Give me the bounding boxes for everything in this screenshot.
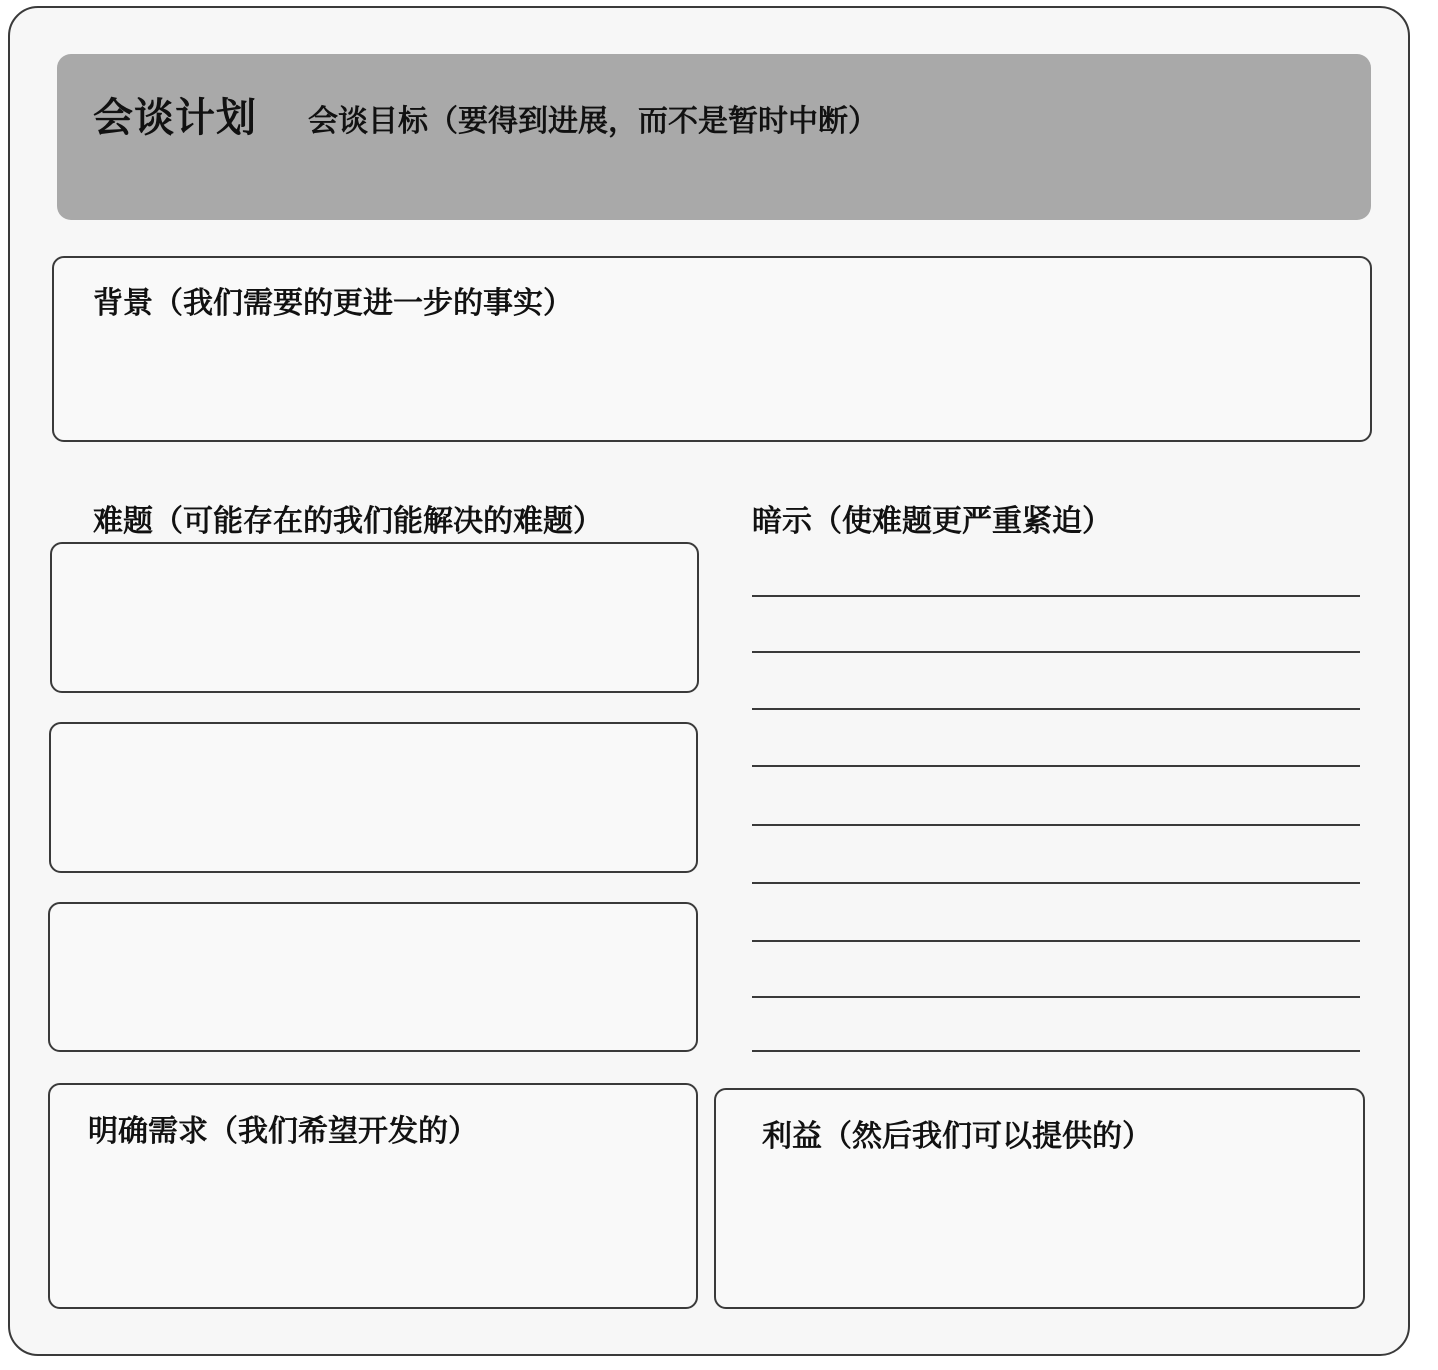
page-title: 会谈计划 bbox=[93, 95, 257, 141]
implication-line-6[interactable] bbox=[752, 882, 1360, 884]
implication-line-3[interactable] bbox=[752, 708, 1360, 710]
problem-box-1[interactable] bbox=[50, 542, 699, 693]
implications-label: 暗示（使难题更严重紧迫） bbox=[752, 504, 1112, 539]
implication-line-9[interactable] bbox=[752, 1050, 1360, 1052]
implication-line-5[interactable] bbox=[752, 824, 1360, 826]
implication-line-1[interactable] bbox=[752, 595, 1360, 597]
problem-box-3[interactable] bbox=[48, 902, 698, 1052]
implication-line-2[interactable] bbox=[752, 651, 1360, 653]
problem-box-2[interactable] bbox=[49, 722, 698, 873]
implication-line-7[interactable] bbox=[752, 940, 1360, 942]
implication-line-8[interactable] bbox=[752, 996, 1360, 998]
explicit-needs-label: 明确需求（我们希望开发的） bbox=[88, 1114, 478, 1149]
background-label: 背景（我们需要的更进一步的事实） bbox=[93, 286, 573, 321]
implication-line-4[interactable] bbox=[752, 765, 1360, 767]
benefits-label: 利益（然后我们可以提供的） bbox=[762, 1119, 1152, 1154]
meeting-objective-label: 会谈目标（要得到进展，而不是暂时中断） bbox=[308, 104, 878, 139]
problems-label: 难题（可能存在的我们能解决的难题） bbox=[93, 504, 603, 539]
